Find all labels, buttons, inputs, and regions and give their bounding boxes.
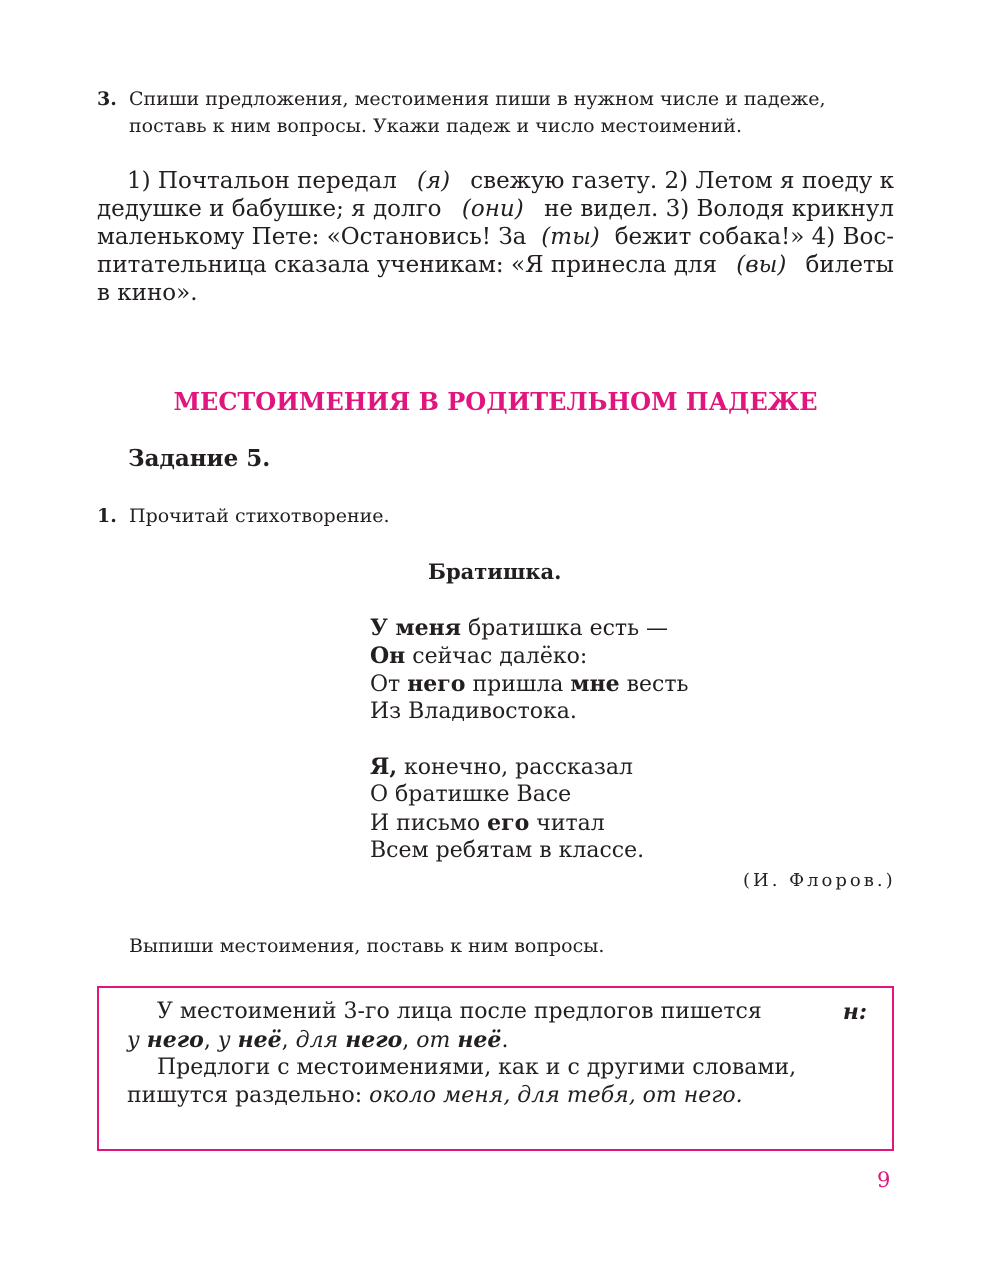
exercise-line-4-part-a: питательница сказала ученикам: «Я принесла для [97,252,718,278]
section-heading: МЕСТОИМЕНИЯ В РОДИТЕЛЬНОМ ПАДЕЖЕ [173,387,818,416]
rule-example-pronoun: неё [457,1027,502,1053]
poem-text: И письмо [370,811,488,836]
rule-example-prep: для [295,1028,346,1053]
rule-line-3-text: Предлоги с местоимениями, как и с другими словами [157,1055,790,1080]
exercise-line-1-part-c: свежую газету. 2) Летом я поеду к [470,168,894,194]
rule-box [97,986,894,1151]
exercise-line-1 [97,167,894,195]
task1-text: Прочитай стихотворение. [129,505,390,527]
poem-pronoun: Я, [370,754,398,780]
poem-title: Братишка. [428,559,562,584]
poem-stanza-2 [370,753,770,865]
poem-text: От [370,672,408,697]
poem-pronoun: него [407,671,466,697]
poem-line [370,670,770,698]
poem-pronoun: его [487,810,530,836]
rule-text [127,998,867,1110]
poem-line: О братишке Васе [370,782,572,807]
poem-text: пришла [465,672,571,697]
rule-end: . [501,1028,509,1053]
rule-separator: , [203,1028,218,1053]
poem-text: братишка есть — [460,616,669,641]
exercise-line-2-part-c: не видел. 3) Володя крикнул [544,196,894,222]
poem-text: сейчас далёко: [405,644,588,669]
poem-attribution: (И. Флоров.) [743,870,896,891]
rule-line-3-comma: , [789,1055,797,1080]
poem-line [370,642,770,670]
exercise-text [97,167,894,307]
rule-examples [127,1026,867,1054]
poem-line [370,753,770,781]
task1-instruction [97,503,390,530]
rule-example-prep: у [127,1028,147,1053]
exercise-line-4-pronoun: (вы) [736,252,787,278]
task-title: Задание 5. [128,445,271,472]
write-out-instruction: Выпиши местоимения, поставь к ним вопросы. [129,935,605,957]
exercise-line-4 [97,251,894,279]
poem-line: Из Владивостока. [370,699,577,724]
rule-line-1-text: У местоимений 3-го лица после предлогов пишется [157,999,762,1024]
poem-line: Всем ребятам в классе. [370,838,645,863]
rule-separator: , [402,1028,417,1053]
poem-pronoun: У меня [370,615,461,641]
rule-example-pronoun: него [146,1027,204,1053]
rule-line-3 [127,1054,867,1082]
rule-line-1 [127,998,867,1026]
poem-pronoun: Он [370,643,406,669]
rule-example-prep: у [217,1028,238,1053]
exercise-line-1-part-a: 1) Почтальон передал [127,168,397,194]
exercise-line-2-pronoun: (они) [461,196,524,222]
exercise-line-5: в кино». [97,280,198,306]
poem-stanza-1 [370,614,770,726]
poem-text: конечно, рассказал [397,755,633,780]
rule-line-4 [127,1082,867,1110]
poem-text: весть [619,672,689,697]
exercise-line-2-part-a: дедушке и бабушке; я долго [97,196,442,222]
page-number: 9 [877,1168,891,1192]
task3-instruction-line1 [97,86,826,113]
exercise-line-4-part-c: билеты [805,252,894,278]
task3-number: 3. [97,88,117,110]
rule-line-4-text: пишутся раздельно: [127,1083,370,1108]
task3-text-line1: Спиши предложения, местоимения пиши в нужном числе и падеже, [129,88,826,110]
rule-separator: , [281,1028,296,1053]
poem-line [370,809,770,837]
exercise-line-3-pronoun: (ты) [541,224,600,250]
poem-text: читал [529,811,605,836]
exercise-line-3-part-a: маленькому Пете: «Остановись! За [97,224,527,250]
exercise-line-3 [97,223,894,251]
exercise-line-1-pronoun: (я) [416,168,451,194]
rule-line-4-examples: около меня, для тебя, от него. [369,1083,743,1108]
rule-example-pronoun: неё [237,1027,282,1053]
exercise-line-2 [97,195,894,223]
rule-example-prep: от [416,1028,458,1053]
poem-pronoun: мне [570,671,620,697]
task1-number: 1. [97,505,117,527]
exercise-line-3-part-c: бежит собака!» 4) Вос- [614,224,894,250]
rule-example-pronoun: него [345,1027,403,1053]
task3-text-line2: поставь к ним вопросы. Укажи падеж и число местоимений. [129,115,742,137]
rule-letter: н: [842,999,867,1025]
poem-line [370,614,770,642]
